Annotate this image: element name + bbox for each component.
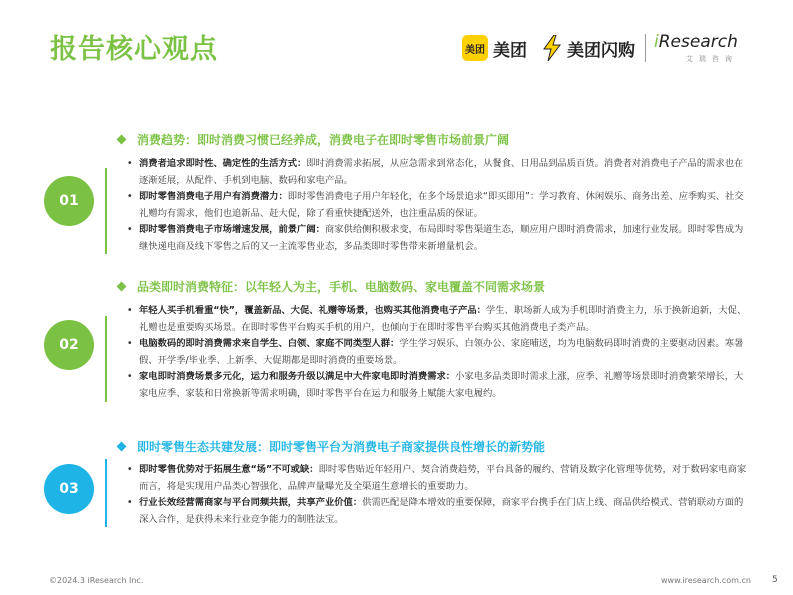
partner-logos xyxy=(462,32,738,64)
section-heading: 品类即时消费特征：以年轻人为主，手机、电脑数码、家电覆盖不同需求场景 xyxy=(118,278,545,295)
page-number: 5 xyxy=(772,575,778,585)
section-divider-line xyxy=(105,316,107,402)
section-divider-line xyxy=(105,168,107,254)
copyright-text: ©2024.3 iResearch Inc. xyxy=(49,576,144,585)
section-number-badge: 01 xyxy=(44,176,94,226)
section-divider-line xyxy=(105,459,107,527)
section-heading: 即时零售生态共建发展：即时零售平台为消费电子商家提供良性增长的新势能 xyxy=(118,438,545,455)
iresearch-logo: iResearch 艾瑞咨询 xyxy=(654,32,738,63)
diamond-bullet-icon xyxy=(117,135,127,145)
lightning-icon xyxy=(541,35,563,61)
list-item: • 电脑数码的即时消费需求来自学生、白领、家庭不同类型人群：学生学习娱乐、白领办公、家庭哺送，均为电脑数码即时消费的主要驱动因素。寒暑假、开学季/毕业季、上新季、大促期都是即时消费的重要场景。 xyxy=(127,336,747,369)
section-heading: 消费趋势：即时消费习惯已经养成，消费电子在即时零售市场前景广阔 xyxy=(118,131,509,148)
section-number-badge: 03 xyxy=(44,464,94,514)
diamond-bullet-icon xyxy=(117,442,127,452)
list-item: • 行业长效经营需商家与平台同频共振，共享产业价值：供需匹配是降本增效的重要保障，商家平台携手在门店上线、商品供给模式、营销联动方面的深入合作，是获得未来行业竞争能力的制胜法宝。 xyxy=(127,495,747,528)
list-item: • 家电即时消费场景多元化，运力和服务升级以满足中大件家电即时消费需求：小家电多品类即时需求上涨，应季、礼赠等场景即时消费繁荣增长，大家电应季、家装和日常换新等需求明确，即时零售平台在运力和服务上赋能大家电履约。 xyxy=(127,369,747,402)
section-bullets xyxy=(127,156,747,255)
meituan-flash-logo-text: 美团闪购 xyxy=(567,40,635,61)
logo-divider xyxy=(645,34,646,62)
list-item: • 即时零售优势对于拓展生意“场”不可或缺：即时零售贴近年轻用户、契合消费趋势，平台具备的履约、营销及数字化管理等优势，对于数码家电商家而言，将是实现用户品类心智强化、品牌声量曝光及全渠道生意增长的重要助力。 xyxy=(127,462,747,495)
section-bullets xyxy=(127,303,747,402)
section-bullets xyxy=(127,462,747,528)
website-text: www.iresearch.com.cn xyxy=(661,576,751,585)
section-number-badge: 02 xyxy=(44,320,94,370)
list-item: • 消费者追求即时性、确定性的生活方式：即时消费需求拓展，从应急需求到常态化，从餐食、日用品到品质百货。消费者对消费电子产品的需求也在逐渐延展，从配件、手机到电脑、数码和家电产品。 xyxy=(127,156,747,189)
meituan-logo-text: 美团 xyxy=(493,40,527,61)
list-item: • 即时零售消费电子用户有消费潜力：即时零售消费电子用户年轻化，在多个场景追求“即买即用”：学习教育、休闲娱乐、商务出差、应季购买、社交礼赠均有需求，他们也追新品、赶大促，除了看重快捷配送外，也注重品质的保证。 xyxy=(127,189,747,222)
iresearch-logo-subtitle: 艾瑞咨询 xyxy=(685,55,738,63)
list-item: • 年轻人买手机看重“快”，覆盖新品、大促、礼赠等场景，也购买其他消费电子产品：学生、职场新人成为手机即时消费主力，乐于换新追新，大促、礼赠也是重要购买场景。在即时零售平台购买手机的用户，也倾向于在即时零售平台购买其他消费电子类产品。 xyxy=(127,303,747,336)
diamond-bullet-icon xyxy=(117,282,127,292)
meituan-logo-badge: 美团 xyxy=(462,35,488,61)
page-title: 报告核心观点 xyxy=(50,34,218,65)
list-item: • 即时零售消费电子市场增速发展，前景广阔：商家供给侧积极求变，布局即时零售渠道生态，顺应用户即时消费需求，加速行业发展。即时零售成为继快递电商及线下零售之后的又一主流零售业态，多品类即时零售带来新增量机会。 xyxy=(127,222,747,255)
